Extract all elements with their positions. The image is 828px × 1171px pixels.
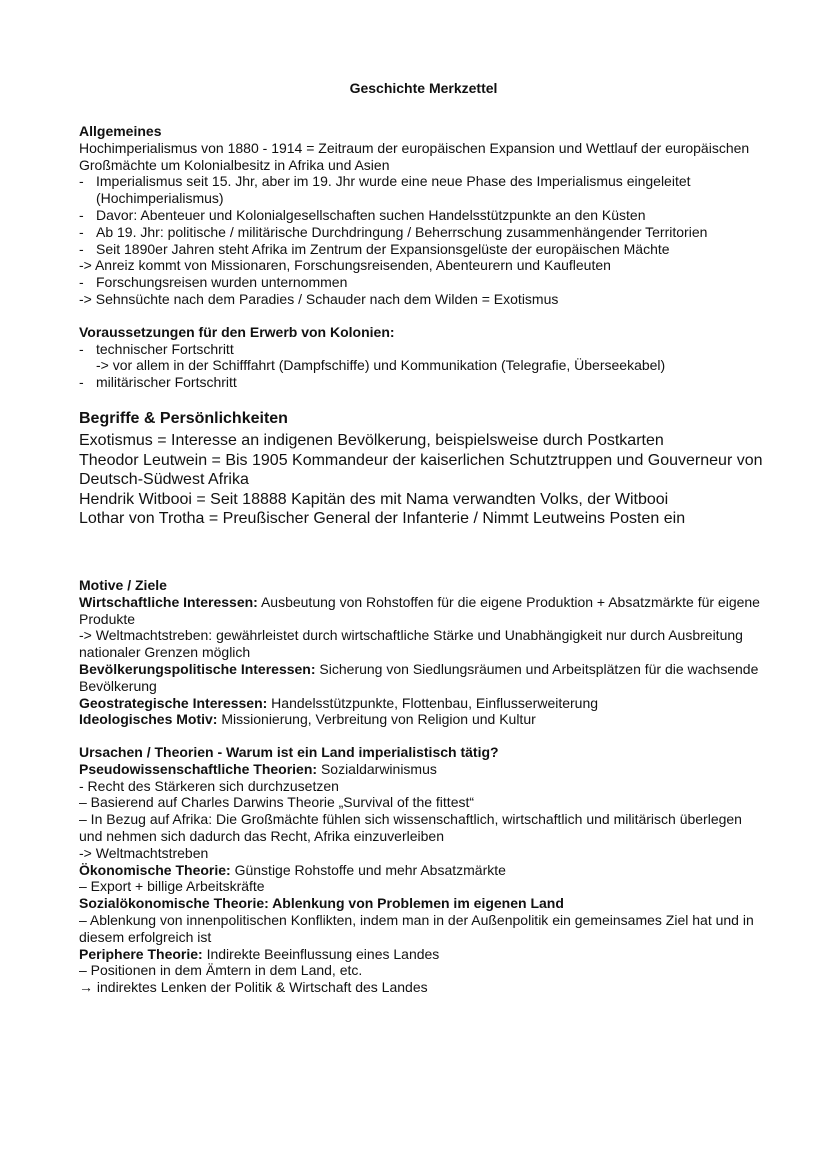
section-begriffe — [79, 409, 768, 529]
paragraph: → indirektes Lenken der Politik & Wirtschaft des Landes — [79, 979, 428, 996]
term-text: Sozialdarwinismus — [317, 760, 437, 777]
page-title: Geschichte Merkzettel — [349, 80, 498, 96]
term-label: Sozialökonomische Theorie: Ablenkung von Problemen im eigenen Land — [79, 895, 564, 912]
list-item — [79, 173, 768, 207]
paragraph — [79, 661, 768, 695]
section-allgemeines — [79, 123, 768, 308]
bullet-marker: -> — [79, 257, 92, 274]
list-item — [79, 291, 768, 308]
paragraph — [79, 946, 768, 963]
section-heading: Allgemeines — [79, 123, 162, 139]
bullet-marker: - — [79, 223, 84, 240]
term-text: Ausbeutung von Rohstoffen für die eigene Produktion + Absatzmärkte für eigene Produkte — [79, 593, 764, 627]
list-item — [79, 224, 768, 241]
section-heading: Ursachen / Theorien - Warum ist ein Land imperialistisch tätig? — [79, 744, 499, 761]
bullet-marker: - — [79, 173, 84, 190]
term-label: Pseudowissenschaftliche Theorien: — [79, 760, 318, 777]
bullet-marker: -> — [79, 290, 92, 307]
bullet-marker: - — [79, 340, 84, 357]
list-item-text: technischer Fortschritt — [96, 340, 234, 357]
list-item — [79, 207, 768, 224]
paragraph — [79, 761, 768, 778]
list-item-text: Anreiz kommt von Missionaren, Forschungsreisenden, Abenteurern und Kaufleuten — [94, 257, 611, 274]
paragraph: – Positionen in dem Ämtern in dem Land, etc. — [79, 962, 363, 979]
paragraph — [79, 695, 768, 712]
term-text: Handelsstützpunkte, Flottenbau, Einflusserweiterung — [267, 694, 599, 711]
section-ursachen — [79, 744, 768, 996]
list-item-text: Sehnsüchte nach dem Paradies / Schauder nach dem Wilden = Exotismus — [95, 290, 559, 307]
list-item-text: Ab 19. Jhr: politische / militärische Durchdringung / Beherrschung zusammenhängender Territorien — [96, 223, 708, 240]
section-heading: Voraussetzungen für den Erwerb von Kolonien: — [79, 323, 395, 340]
term-label: Geostrategische Interessen: — [79, 694, 268, 711]
definition-line: Exotismus = Interesse an indigenen Bevölkerung, beispielsweise durch Postkarten — [79, 431, 664, 449]
paragraph: – Basierend auf Charles Darwins Theorie „Survival of the fittest“ — [79, 794, 475, 811]
paragraph: – Export + billige Arbeitskräfte — [79, 878, 265, 895]
paragraph — [79, 711, 768, 728]
paragraph: -> Weltmachtstreben: gewährleistet durch wirtschaftliche Stärke und Unabhängigkeit nur durch Ausbreitung nationaler Grenzen möglich — [79, 627, 747, 661]
definition-line: Theodor Leutwein = Bis 1905 Kommandeur der kaiserlichen Schutztruppen und Gouverneur von Deutsch-Südwest Afrika — [79, 451, 767, 489]
list-item-text: Imperialismus seit 15. Jhr, aber im 19. Jhr wurde eine neue Phase des Imperialismus eingeleitet (Hochimperialismus) — [96, 173, 691, 207]
bullet-marker: - — [79, 240, 84, 257]
section-heading: Motive / Ziele — [79, 576, 167, 593]
section-voraussetzungen — [79, 324, 768, 391]
list-item — [79, 374, 768, 391]
bullet-marker: - — [79, 274, 84, 291]
definition-line: Hendrik Witbooi = Seit 18888 Kapitän des mit Nama verwandten Volks, der Witbooi — [79, 490, 669, 508]
list-item — [79, 241, 768, 258]
paragraph — [79, 594, 768, 628]
paragraph — [79, 862, 768, 879]
section-motive — [79, 577, 768, 728]
paragraph: Hochimperialismus von 1880 - 1914 = Zeitraum der europäischen Expansion und Wettlauf der europäischen Großmächte um Kolonialbesitz in Afrika und Asien — [79, 139, 754, 173]
list-item — [79, 257, 768, 274]
list-item — [79, 341, 768, 358]
paragraph: - Recht des Stärkeren sich durchzusetzen — [79, 777, 339, 794]
list-item-text: militärischer Fortschritt — [96, 374, 237, 391]
bullet-marker: - — [79, 374, 84, 391]
paragraph: -> Weltmachtstreben — [79, 844, 209, 861]
section-heading: Begriffe & Persönlichkeiten — [79, 409, 288, 427]
term-label: Wirtschaftliche Interessen: — [79, 593, 258, 610]
list-item-text: Seit 1890er Jahren steht Afrika im Zentrum der Expansionsgelüste der europäischen Mächte — [96, 240, 670, 257]
list-item — [79, 274, 768, 291]
term-text: Indirekte Beeinflussung eines Landes — [202, 945, 440, 962]
paragraph: – In Bezug auf Afrika: Die Großmächte fühlen sich wissenschaftlich, wirtschaftlich und militärisch überlegen und nehmen sich dadurch das Recht, Afrika einzuverleiben — [79, 811, 746, 845]
term-label: Periphere Theorie: — [79, 945, 203, 962]
term-text: Günstige Rohstoffe und mehr Absatzmärkte — [230, 861, 506, 878]
sub-item: -> vor allem in der Schifffahrt (Dampfschiffe) und Kommunikation (Telegrafie, Überseekabel) — [96, 357, 666, 374]
paragraph: – Ablenkung von innenpolitischen Konflikten, indem man in der Außenpolitik ein gemeinsames Ziel hat und in diesem erfolgreich ist — [79, 912, 758, 945]
list-item-text: Davor: Abenteuer und Kolonialgesellschaften suchen Handelsstützpunkte an den Küsten — [96, 206, 646, 223]
term-text: Sicherung von Siedlungsräumen und Arbeitsplätzen für die wachsende Bevölkerung — [79, 660, 763, 694]
term-label: Bevölkerungspolitische Interessen: — [79, 660, 316, 677]
bullet-marker: - — [79, 206, 84, 223]
term-label: Ökonomische Theorie: — [79, 861, 231, 878]
list-item-text: Forschungsreisen wurden unternommen — [96, 274, 348, 291]
term-label: Ideologisches Motiv: — [79, 711, 218, 728]
term-text: Missionierung, Verbreitung von Religion und Kultur — [217, 711, 536, 728]
definition-line: Lothar von Trotha = Preußischer General der Infanterie / Nimmt Leutweins Posten ein — [79, 510, 686, 528]
